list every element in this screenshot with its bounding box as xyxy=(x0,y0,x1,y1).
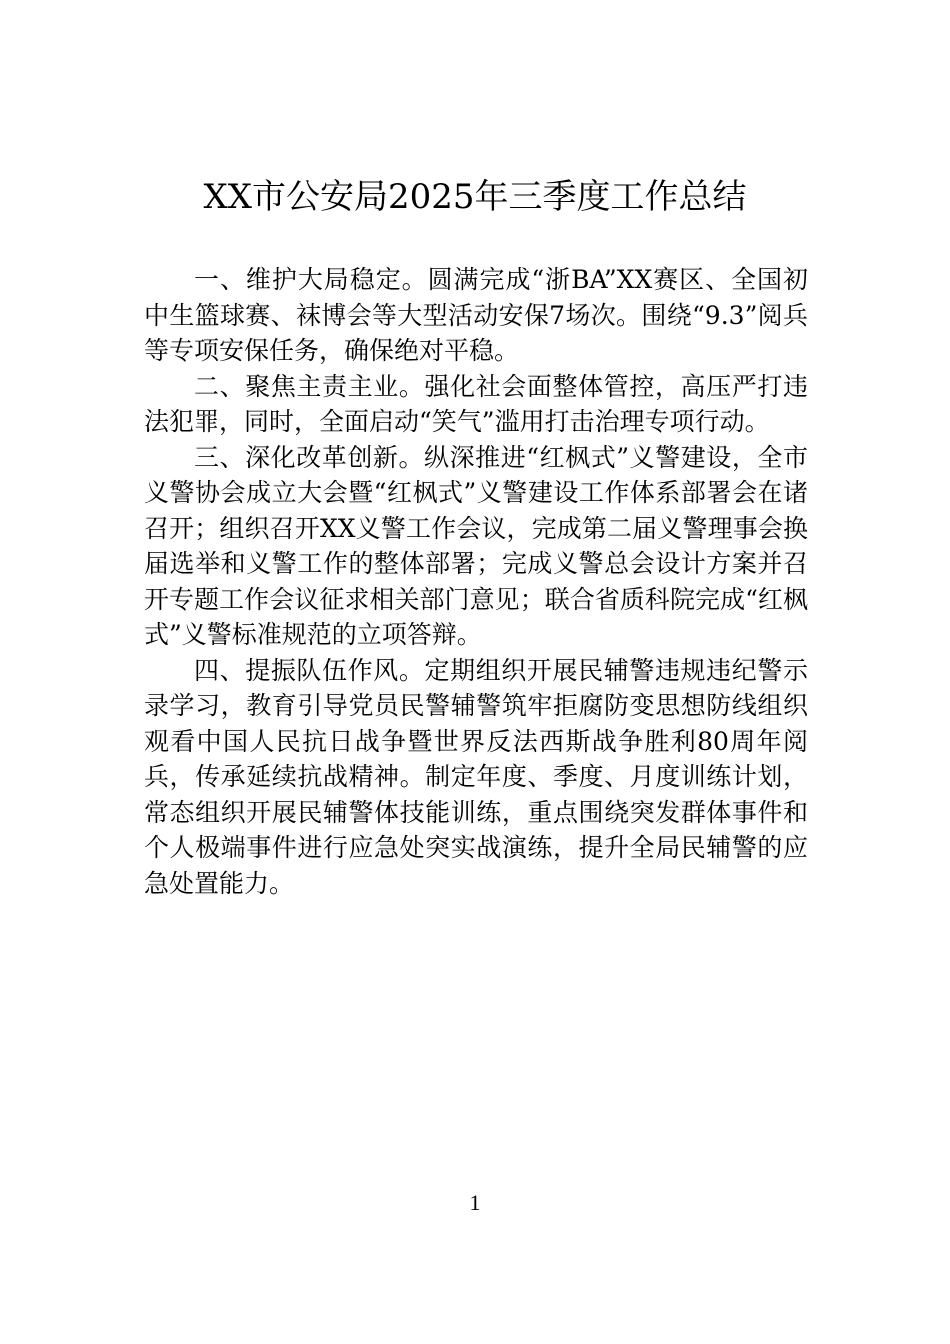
page-number: 1 xyxy=(469,1190,481,1215)
paragraph-3: 三、深化改革创新。纵深推进“红枫式”义警建设，全市义警协会成立大会暨“红枫式”义警建设工作体系部署会在诸召开；组织召开XX义警工作会议，完成第二届义警理事会换届选举和义警工作的整体部署；完成义警总会设计方案并召开专题工作会议征求相关部门意见；联合省质科院完成“红枫式”义警标准规范的立项答辩。 xyxy=(144,442,808,649)
document-title: XX市公安局2025年三季度工作总结 xyxy=(203,177,747,217)
paragraph-2: 二、聚焦主责主业。强化社会面整体管控，高压严打违法犯罪，同时，全面启动“笑气”滥用打击治理专项行动。 xyxy=(144,371,808,436)
paragraph-4: 四、提振队伍作风。定期组织开展民辅警违规违纪警示录学习，教育引导党员民警辅警筑牢拒腐防变思想防线组织观看中国人民抗日战争暨世界反法西斯战争胜利80周年阅兵，传承延续抗战精神。制定年度、季度、月度训练计划，常态组织开展民辅警体技能训练，重点围绕突发群体事件和个人极端事件进行应急处突实战演练，提升全局民辅警的应急处置能力。 xyxy=(144,655,808,898)
document-body xyxy=(144,262,808,901)
paragraph-1: 一、维护大局稳定。圆满完成“浙BA”XX赛区、全国初中生篮球赛、袜博会等大型活动安保7场次。围绕“9.3”阅兵等专项安保任务，确保绝对平稳。 xyxy=(144,265,808,365)
